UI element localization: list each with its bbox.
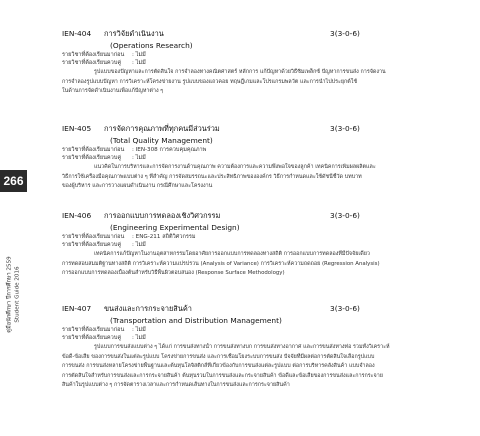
course-thai-name: การออกแบบการทดลองเชิงวิศวกรรม — [104, 211, 221, 220]
prerequisite-label: รายวิชาที่ต้องเรียนมาก่อน — [62, 147, 125, 153]
course-credits: 3(3-0-6) — [330, 211, 360, 220]
course-header — [62, 210, 460, 222]
prerequisite-value: : IEN-308 การควบคุมคุณภาพ — [132, 147, 207, 153]
page-number: 266 — [3, 174, 24, 188]
corequisite-value: : ไม่มี — [132, 242, 146, 248]
prerequisite-row — [62, 233, 460, 241]
description-line: การจำลองรูปแบบปัญหา การวิเคราะห์โครงข่ายงาน รูปแบบของแถวคอย ทฤษฎีเกมและโปรแกรมพลวัต และการนำไปประยุกต์ใช้ — [62, 78, 358, 85]
description-line: เทคนิคการแก้ปัญหาในงานอุตสาหกรรมโดยอาศัยการออกแบบการทดลองทางสถิติ การออกแบบการทดลองที่มีปัจจัยเดียว — [94, 251, 370, 257]
corequisite-value: : ไม่มี — [132, 335, 146, 341]
course-code: IEN-406 — [62, 211, 92, 220]
course-english-name: (Operations Research) — [110, 41, 193, 50]
course-credits: 3(3-0-6) — [330, 124, 360, 133]
description-line: การตัดสินใจสำหรับการขนส่งและการกระจายสินค้า ต้นทุนรวมในการขนส่งและกระจายสินค้า ข้อดีและข้อเสียของการขนส่งและการกระจาย — [62, 372, 383, 379]
corequisite-label: รายวิชาที่ต้องเรียนควบคู่ — [62, 335, 122, 341]
course-credits: 3(3-0-6) — [330, 29, 360, 38]
course-english-name: (Engineering Experimental Design) — [110, 223, 240, 232]
description-line: แนวคิดในการบริหารและการจัดการงานด้านคุณภาพ ความต้องการและความพึงพอใจของลูกค้า เทคนิคการเพิ่มผลผลิตและ — [94, 164, 376, 170]
side-caption — [4, 244, 24, 344]
corequisite-value: : ไม่มี — [132, 60, 146, 66]
course-block — [62, 303, 460, 391]
description-line: การขนส่ง การขนส่งหลายโครงข่ายพื้นฐานและต้นทุนโลจิสติกส์ที่เกี่ยวข้องกับการขนส่งแต่ละรูปแบบ ต่อการบริหารคลังสินค้า แบบจำลอง — [62, 363, 375, 369]
description-line: ของผู้บริหาร และการวางแผนดำเนินงาน กรณีศึกษาและโครงงาน — [62, 183, 213, 189]
prerequisite-label: รายวิชาที่ต้องเรียนมาก่อน — [62, 52, 125, 58]
course-block — [62, 123, 460, 192]
side-caption-english: Student Guide 2016 — [14, 265, 20, 323]
course-credits: 3(3-0-6) — [330, 304, 360, 313]
prerequisite-row — [62, 326, 460, 334]
course-english-name: (Transportation and Distribution Management) — [110, 316, 282, 325]
course-description — [62, 343, 460, 391]
course-block — [62, 28, 460, 97]
description-line: การออกแบบการทดลองเบื้องต้นสำหรับวิธีพื้นผิวตอบสนอง (Response Surface Methodology) — [62, 270, 285, 276]
prerequisite-label: รายวิชาที่ต้องเรียนมาก่อน — [62, 234, 125, 240]
side-caption-text — [7, 256, 22, 332]
description-line: ข้อดี-ข้อเสีย ของการขนส่งในแต่ละรูปแบบ โครงข่ายการขนส่ง และการเชื่อมโยงระบบการขนส่ง ปัจจัยที่มีผลต่อการตัดสินใจเลือกรูปแบบ — [62, 353, 375, 360]
course-code: IEN-405 — [62, 124, 92, 133]
course-description — [62, 163, 460, 192]
course-thai-name: ขนส่งและการกระจายสินค้า — [104, 304, 192, 313]
course-description — [62, 68, 460, 97]
prerequisite-label: รายวิชาที่ต้องเรียนมาก่อน — [62, 327, 125, 333]
course-thai-name: การจัดการคุณภาพที่ทุกคนมีส่วนร่วม — [104, 124, 220, 133]
corequisite-label: รายวิชาที่ต้องเรียนควบคู่ — [62, 242, 122, 248]
description-line: รูปแบบของปัญหาและการตัดสินใจ การจำลองทางคณิตศาสตร์ หลักการ แก้ปัญหาด้วยวิธีซิมเพล็กซ์ ปัญหาการขนส่ง การจัดงาน — [94, 69, 386, 75]
page-number-tab — [0, 170, 27, 192]
course-thai-name: การวิจัยดำเนินงาน — [104, 29, 164, 38]
course-block — [62, 210, 460, 279]
description-line: วิธีการใช้เครื่องมือคุณภาพแบบต่าง ๆ ที่สำคัญ การจัดสมรรถนะและประสิทธิภาพขององค์กร วิธีการกำหนดและใช้ดัชนีชี้วัด บทบาท — [62, 173, 362, 180]
course-header — [62, 123, 460, 135]
description-line: สินค้าในรูปแบบต่าง ๆ การจัดตารางเวลาและการกำหนดเส้นทางในการขนส่งและการกระจายสินค้า — [62, 382, 290, 388]
prerequisite-value: : ไม่มี — [132, 327, 146, 333]
course-header — [62, 303, 460, 315]
course-code: IEN-407 — [62, 304, 92, 313]
course-code: IEN-404 — [62, 29, 92, 38]
corequisite-row — [62, 334, 460, 342]
corequisite-label: รายวิชาที่ต้องเรียนควบคู่ — [62, 155, 122, 161]
description-line: รูปแบบการขนส่งแบบต่าง ๆ ได้แก่ การขนส่งทางน้ำ การขนส่งทางบก การขนส่งทางอากาศ และการขนส่งทางท่อ รวมทั้งวิเคราะห์ — [94, 344, 390, 350]
prerequisite-value: : ENG-211 สถิติวิศวกรรม — [132, 234, 196, 240]
course-description — [62, 250, 460, 279]
side-caption-thai: คู่มือนักศึกษา ปีการศึกษา 2559 — [6, 255, 13, 333]
corequisite-label: รายวิชาที่ต้องเรียนควบคู่ — [62, 60, 122, 66]
corequisite-value: : ไม่มี — [132, 155, 146, 161]
description-line: การทดสอบสมมติฐานทางสถิติ การวิเคราะห์ความแปรปรวน (Analysis of Variance) การวิเคราะห์ความถดถอย (Regression Analysis) — [62, 260, 380, 267]
prerequisite-row — [62, 51, 460, 59]
corequisite-row — [62, 59, 460, 67]
course-english-name: (Total Quality Management) — [110, 136, 213, 145]
prerequisite-value: : ไม่มี — [132, 52, 146, 58]
prerequisite-row — [62, 146, 460, 154]
description-line: ในด้านการจัดดำเนินงานเพื่อแก้ปัญหาต่าง ๆ — [62, 88, 164, 94]
corequisite-row — [62, 154, 460, 162]
course-header — [62, 28, 460, 40]
corequisite-row — [62, 241, 460, 249]
